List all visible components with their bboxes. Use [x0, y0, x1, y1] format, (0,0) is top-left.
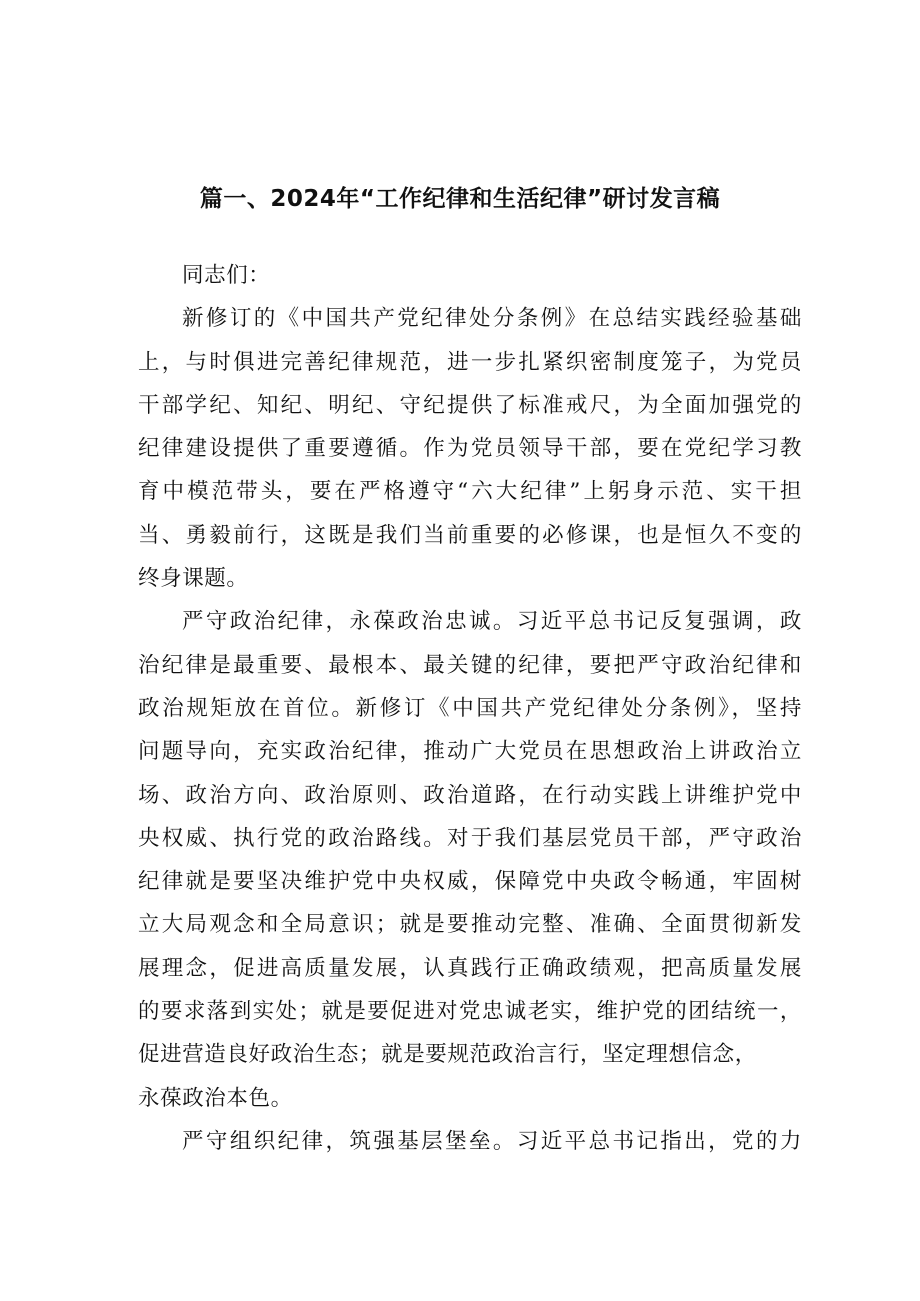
paragraph-2-line: 促进营造良好政治生态；就是要规范政治言行，坚定理想信念， [138, 1042, 757, 1068]
paragraph-2-line: 问题导向，充实政治纪律，推动广大党员在思想政治上讲政治立 [138, 739, 802, 765]
paragraph-1-line: 育中模范带头，要在严格遵守“六大纪律”上躬身示范、实干担 [138, 479, 802, 505]
paragraph-2-line: 央权威、执行党的政治路线。对于我们基层党员干部，严守政治 [138, 825, 802, 851]
document-title: 篇一、2024年“工作纪律和生活纪律”研讨发言稿 [199, 186, 721, 212]
paragraph-1-line: 终身课题。 [138, 566, 249, 592]
paragraph-2-line: 永葆政治本色。 [138, 1085, 293, 1111]
paragraph-1-line: 新修订的《中国共产党纪律处分条例》在总结实践经验基础 [182, 306, 802, 332]
paragraph-1-line: 上，与时俱进完善纪律规范，进一步扎紧织密制度笼子，为党员 [138, 349, 802, 375]
paragraph-2-line: 政治规矩放在首位。新修订《中国共产党纪律处分条例》，坚持 [138, 695, 802, 721]
paragraph-2-line: 场、政治方向、政治原则、政治道路，在行动实践上讲维护党中 [138, 782, 802, 808]
paragraph-1-line: 干部学纪、知纪、明纪、守纪提供了标准戒尺，为全面加强党的 [138, 392, 802, 418]
paragraph-2-line: 展理念，促进高质量发展，认真践行正确政绩观，把高质量发展 [138, 955, 802, 981]
salutation: 同志们： [182, 263, 271, 288]
paragraph-2-line: 纪律就是要坚决维护党中央权威，保障党中央政令畅通，牢固树 [138, 869, 802, 895]
paragraph-2-line: 立大局观念和全局意识；就是要推动完整、准确、全面贯彻新发 [138, 912, 802, 938]
paragraph-2-line: 治纪律是最重要、最根本、最关键的纪律，要把严守政治纪律和 [138, 652, 802, 678]
paragraph-2-line: 的要求落到实处；就是要促进对党忠诚老实，维护党的团结统一， [138, 999, 802, 1025]
paragraph-2-line: 严守政治纪律，永葆政治忠诚。习近平总书记反复强调，政 [182, 609, 802, 635]
paragraph-3-line: 严守组织纪律，筑强基层堡垒。习近平总书记指出，党的力 [182, 1128, 802, 1154]
paragraph-1-line: 纪律建设提供了重要遵循。作为党员领导干部，要在党纪学习教 [138, 436, 802, 462]
paragraph-1-line: 当、勇毅前行，这既是我们当前重要的必修课，也是恒久不变的 [138, 522, 802, 548]
document-body [138, 254, 802, 1163]
